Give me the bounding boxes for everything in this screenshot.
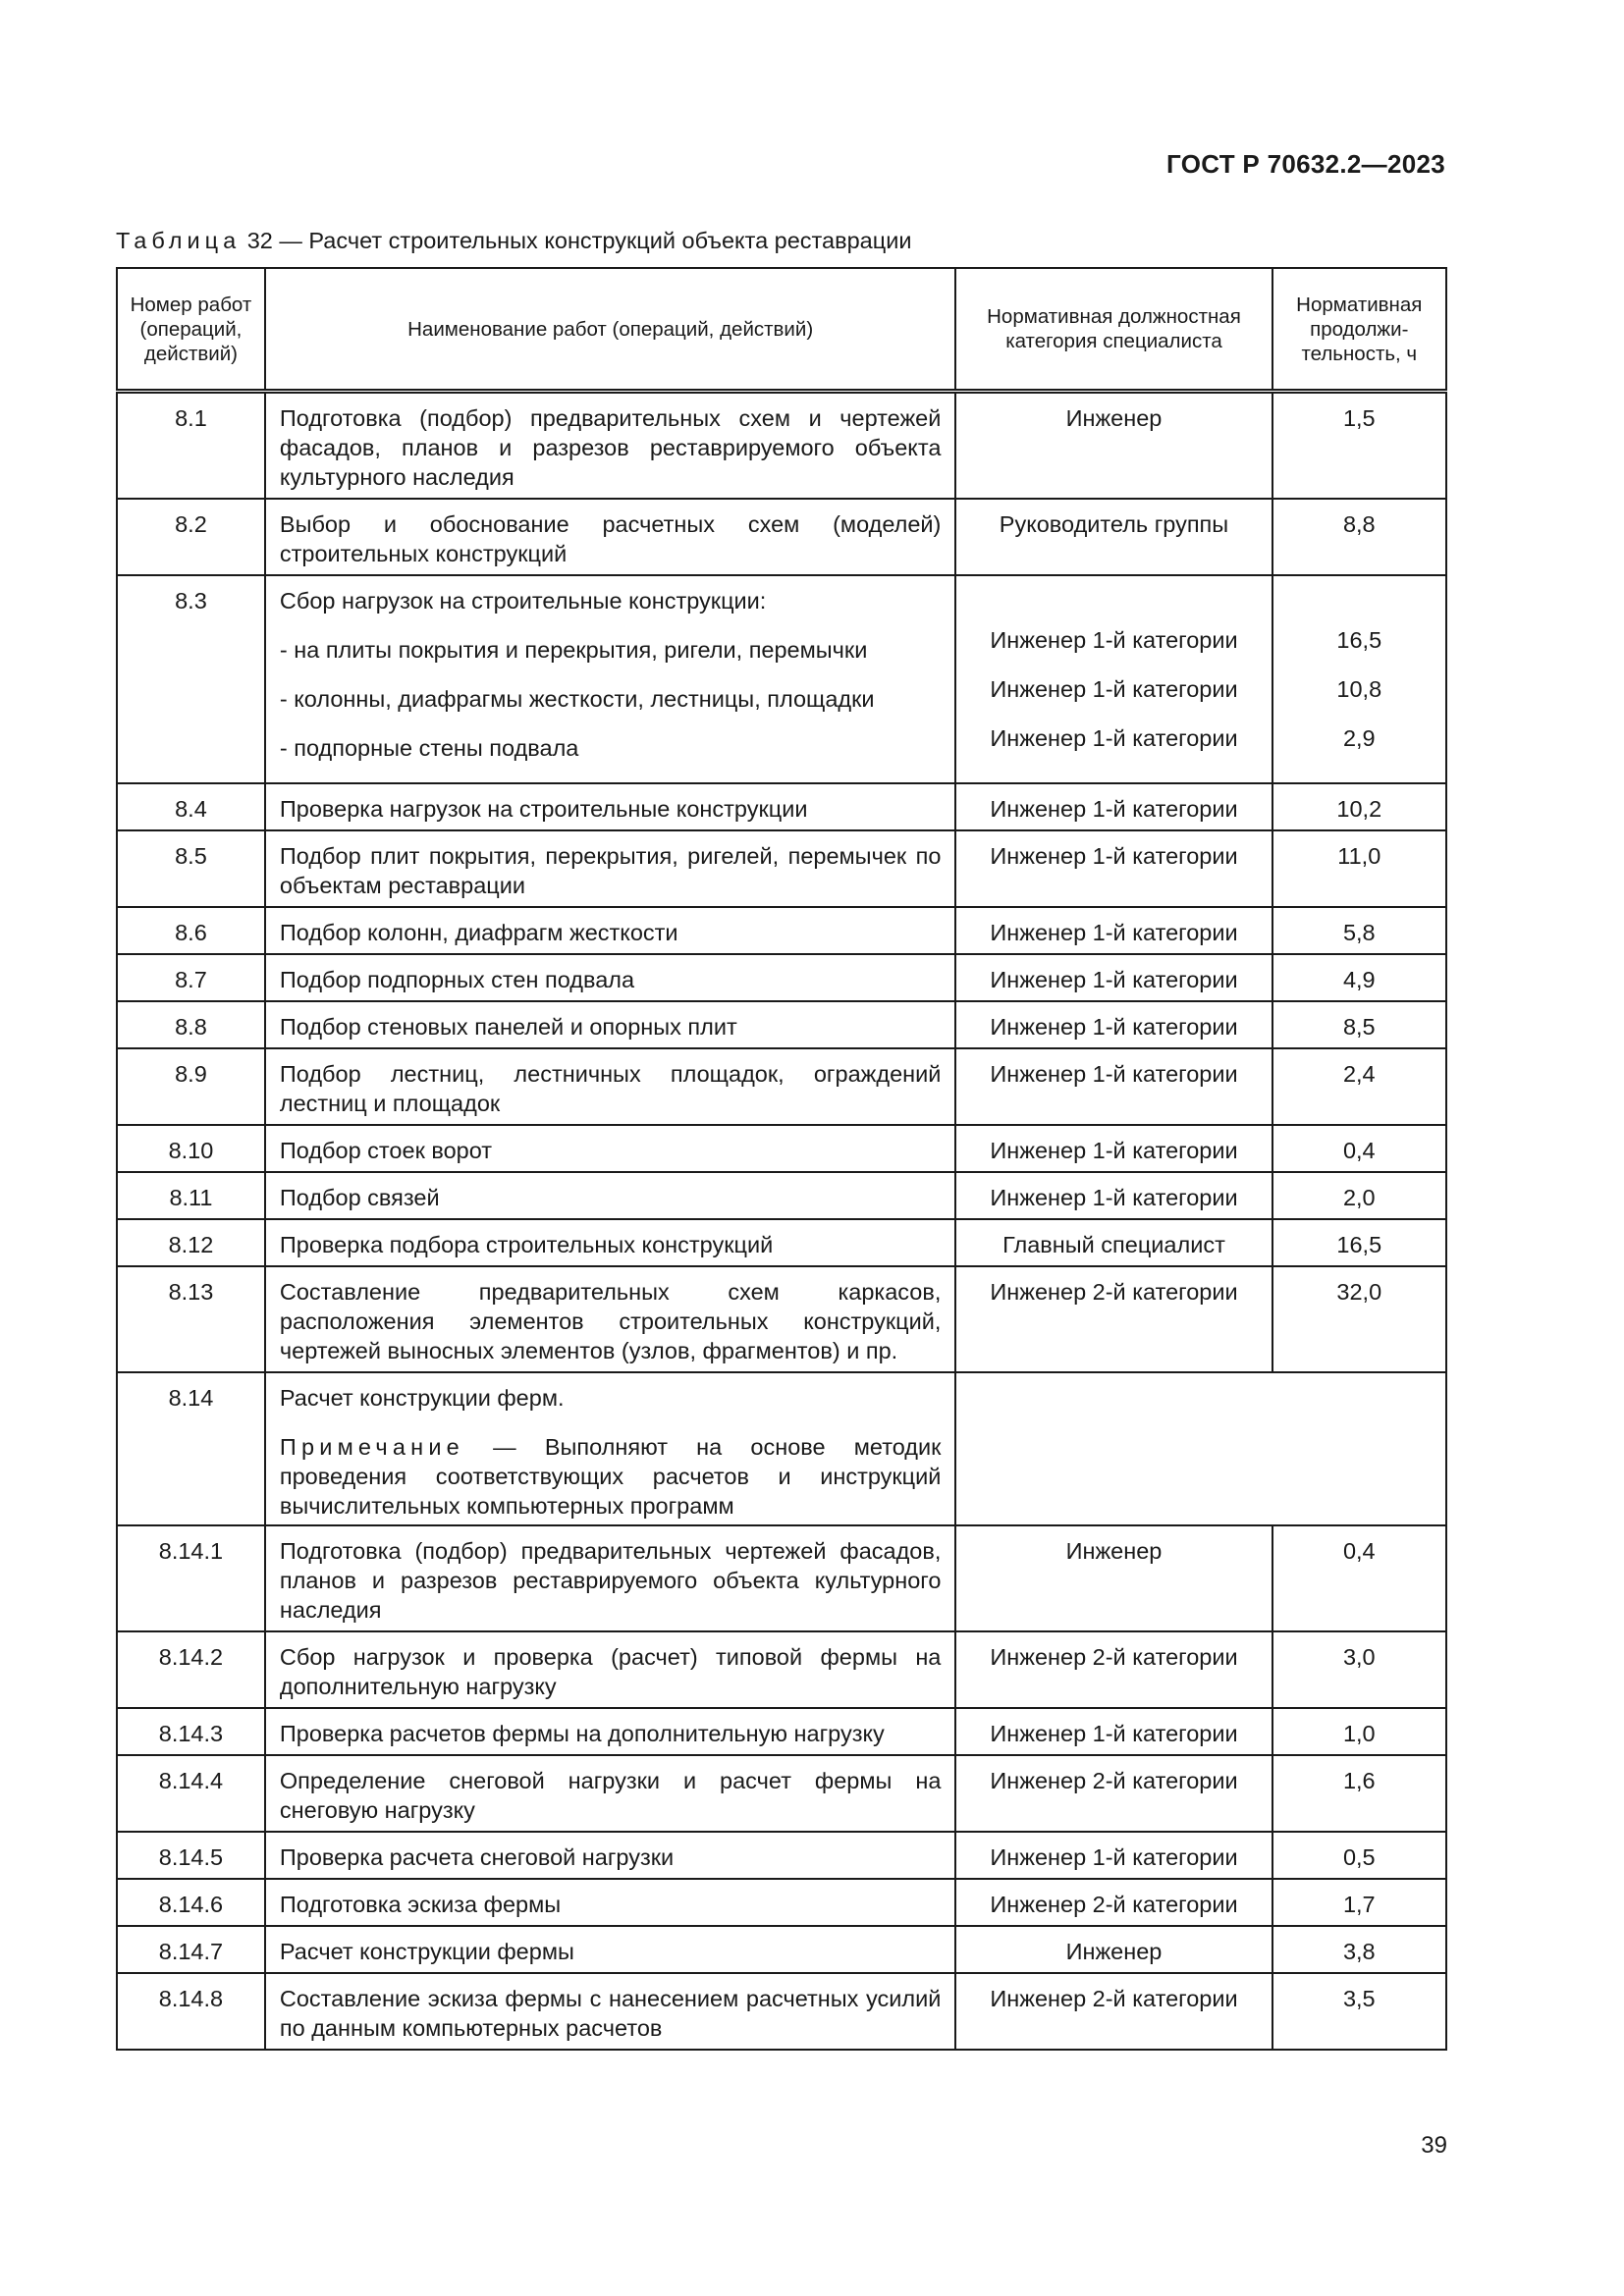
table-row [117, 1631, 1446, 1708]
row-num: 8.9 [117, 1048, 265, 1125]
row-duration: 3,5 [1272, 1973, 1446, 2050]
row-num: 8.1 [117, 392, 265, 500]
row-name: Подбор плит покрытия, перекрытия, ригелей, перемычек по объектам реставрации [265, 830, 956, 907]
row-name: Расчет конструкции фермы [265, 1926, 956, 1973]
sub-item-category: Инженер 1-й категории [990, 627, 1238, 653]
row-category [955, 575, 1272, 783]
row-category: Инженер 2-й категории [955, 1973, 1272, 2050]
row-name: Проверка нагрузок на строительные конструкции [265, 783, 956, 830]
sub-item-name: - колонны, диафрагмы жесткости, лестницы, площадки [279, 686, 875, 712]
table-row [117, 392, 1446, 500]
column-header-duration: Нормативная продолжи-тельность, ч [1272, 268, 1446, 392]
table-row [117, 575, 1446, 783]
row-num: 8.14.1 [117, 1525, 265, 1631]
row-duration: 0,5 [1272, 1832, 1446, 1879]
row-category: Инженер 2-й категории [955, 1631, 1272, 1708]
row-category: Инженер 2-й категории [955, 1266, 1272, 1372]
column-header-category: Нормативная должностная категория специалиста [955, 268, 1272, 392]
row-name: Подбор связей [265, 1172, 956, 1219]
row-duration: 3,0 [1272, 1631, 1446, 1708]
note-text: — Выполняют на основе методик проведения соответствующих расчетов и инструкций вычислительных компьютерных программ [279, 1434, 942, 1519]
table-row [117, 1879, 1446, 1926]
row-duration: 1,7 [1272, 1879, 1446, 1926]
table-row [117, 1266, 1446, 1372]
row-category: Инженер 1-й категории [955, 1832, 1272, 1879]
row-duration: 16,5 [1272, 1219, 1446, 1266]
table-row [117, 1125, 1446, 1172]
row-name: Подбор стоек ворот [265, 1125, 956, 1172]
row-duration: 8,8 [1272, 499, 1446, 575]
note-label: Примечание [279, 1434, 464, 1460]
row-name: Подбор лестниц, лестничных площадок, ограждений лестниц и площадок [265, 1048, 956, 1125]
row-name: Подготовка (подбор) предварительных схем и чертежей фасадов, планов и разрезов реставрируемого объекта культурного наследия [265, 392, 956, 500]
document-code: ГОСТ Р 70632.2—2023 [1166, 149, 1445, 179]
row-duration: 2,4 [1272, 1048, 1446, 1125]
row-num: 8.14.5 [117, 1832, 265, 1879]
row-num: 8.14.3 [117, 1708, 265, 1755]
table-row [117, 1926, 1446, 1973]
row-num: 8.10 [117, 1125, 265, 1172]
row-name: Составление предварительных схем каркасов, расположения элементов строительных конструкций, чертежей выносных элементов (узлов, фрагментов) и пр. [265, 1266, 956, 1372]
sub-item-name: - на плиты покрытия и перекрытия, ригели, перемычки [279, 637, 868, 663]
row-category: Инженер 2-й категории [955, 1755, 1272, 1832]
row-num: 8.5 [117, 830, 265, 907]
row-duration: 0,4 [1272, 1525, 1446, 1631]
row-duration [1272, 575, 1446, 783]
row-category: Инженер 1-й категории [955, 830, 1272, 907]
row-name: Выбор и обоснование расчетных схем (моделей) строительных конструкций [265, 499, 956, 575]
sub-item-category: Инженер 1-й категории [990, 676, 1238, 702]
row-name: Сбор нагрузок и проверка (расчет) типовой фермы на дополнительную нагрузку [265, 1631, 956, 1708]
row-name: Подготовка эскиза фермы [265, 1879, 956, 1926]
row-name-main: Сбор нагрузок на строительные конструкции: [279, 588, 767, 614]
row-duration: 1,5 [1272, 392, 1446, 500]
sub-item-duration: 16,5 [1336, 627, 1382, 653]
row-category: Инженер [955, 392, 1272, 500]
row-category: Инженер 1-й категории [955, 954, 1272, 1001]
row-name: Проверка расчета снеговой нагрузки [265, 1832, 956, 1879]
row-num: 8.2 [117, 499, 265, 575]
row-category-empty [955, 1372, 1446, 1525]
column-header-num: Номер работ (операций, действий) [117, 268, 265, 392]
row-category: Инженер 1-й категории [955, 1125, 1272, 1172]
page-number: 39 [1421, 2132, 1447, 2159]
row-name: Подготовка (подбор) предварительных чертежей фасадов, планов и разрезов реставрируемого объекта культурного наследия [265, 1525, 956, 1631]
table-row [117, 1048, 1446, 1125]
row-num: 8.11 [117, 1172, 265, 1219]
row-name-main: Расчет конструкции ферм. [279, 1385, 565, 1411]
table-row [117, 1973, 1446, 2050]
row-num: 8.14.7 [117, 1926, 265, 1973]
table-row [117, 954, 1446, 1001]
table-row [117, 1708, 1446, 1755]
row-note [280, 1432, 942, 1521]
row-category: Инженер 1-й категории [955, 783, 1272, 830]
row-num: 8.3 [117, 575, 265, 783]
row-num: 8.6 [117, 907, 265, 954]
row-category: Инженер [955, 1525, 1272, 1631]
row-category: Инженер 1-й категории [955, 1708, 1272, 1755]
row-num: 8.14.8 [117, 1973, 265, 2050]
row-name [265, 575, 956, 783]
row-duration: 4,9 [1272, 954, 1446, 1001]
table-row [117, 1001, 1446, 1048]
row-category: Инженер 1-й категории [955, 1172, 1272, 1219]
row-duration: 32,0 [1272, 1266, 1446, 1372]
row-name [265, 1372, 956, 1525]
table-row [117, 1525, 1446, 1631]
table-row [117, 499, 1446, 575]
table-row [117, 907, 1446, 954]
caption-label: Таблица [116, 228, 242, 253]
sub-item-duration: 10,8 [1336, 676, 1382, 702]
row-num: 8.13 [117, 1266, 265, 1372]
table-row [117, 830, 1446, 907]
row-category: Главный специалист [955, 1219, 1272, 1266]
works-table [116, 267, 1447, 2051]
row-num: 8.7 [117, 954, 265, 1001]
row-num: 8.14 [117, 1372, 265, 1525]
row-duration: 11,0 [1272, 830, 1446, 907]
row-num: 8.8 [117, 1001, 265, 1048]
row-category: Инженер 1-й категории [955, 907, 1272, 954]
row-name: Проверка подбора строительных конструкций [265, 1219, 956, 1266]
row-name: Подбор подпорных стен подвала [265, 954, 956, 1001]
row-num: 8.4 [117, 783, 265, 830]
sub-item-category: Инженер 1-й категории [990, 725, 1238, 751]
table-row [117, 1172, 1446, 1219]
row-category: Инженер 1-й категории [955, 1001, 1272, 1048]
row-category: Инженер 1-й категории [955, 1048, 1272, 1125]
row-category: Инженер 2-й категории [955, 1879, 1272, 1926]
row-duration: 1,6 [1272, 1755, 1446, 1832]
row-duration: 1,0 [1272, 1708, 1446, 1755]
column-header-name: Наименование работ (операций, действий) [265, 268, 956, 392]
table-row [117, 783, 1446, 830]
row-duration: 10,2 [1272, 783, 1446, 830]
row-duration: 8,5 [1272, 1001, 1446, 1048]
row-name: Подбор колонн, диафрагм жесткости [265, 907, 956, 954]
row-category: Руководитель группы [955, 499, 1272, 575]
row-duration: 2,0 [1272, 1172, 1446, 1219]
row-duration: 5,8 [1272, 907, 1446, 954]
sub-item-duration: 2,9 [1342, 725, 1376, 751]
row-name: Определение снеговой нагрузки и расчет фермы на снеговую нагрузку [265, 1755, 956, 1832]
row-category: Инженер [955, 1926, 1272, 1973]
table-row [117, 1832, 1446, 1879]
sub-item-name: - подпорные стены подвала [279, 735, 579, 761]
table-caption [116, 228, 911, 254]
table-header-row [117, 268, 1446, 392]
row-num: 8.12 [117, 1219, 265, 1266]
row-name: Составление эскиза фермы с нанесением расчетных усилий по данным компьютерных расчетов [265, 1973, 956, 2050]
row-duration: 3,8 [1272, 1926, 1446, 1973]
table-row [117, 1219, 1446, 1266]
caption-text: 32 — Расчет строительных конструкций объекта реставрации [246, 228, 912, 253]
row-num: 8.14.4 [117, 1755, 265, 1832]
row-name: Подбор стеновых панелей и опорных плит [265, 1001, 956, 1048]
row-num: 8.14.2 [117, 1631, 265, 1708]
table-row [117, 1755, 1446, 1832]
row-duration: 0,4 [1272, 1125, 1446, 1172]
row-num: 8.14.6 [117, 1879, 265, 1926]
row-name: Проверка расчетов фермы на дополнительную нагрузку [265, 1708, 956, 1755]
table-row [117, 1372, 1446, 1525]
